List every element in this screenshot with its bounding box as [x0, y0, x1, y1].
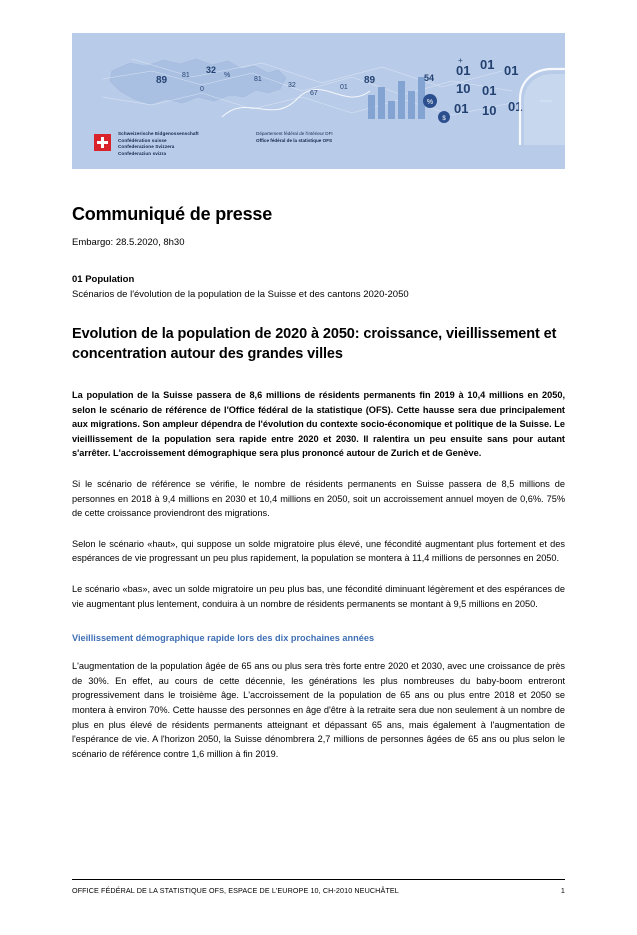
svg-text:01: 01: [482, 83, 497, 98]
subject-line: Scénarios de l'évolution de la population de la Suisse et des cantons 2020-2050: [72, 289, 409, 301]
department-line-2: Office fédéral de la statistique OFS: [256, 137, 333, 143]
svg-text:$: $: [442, 116, 446, 122]
svg-text:01: 01: [454, 101, 469, 116]
body-paragraph-2: Selon le scénario «haut», qui suppose un solde migratoire plus élevé, une fécondité augmentant plus fortement et des espérances de vie progressant un peu plus rapidement, la population se montera à 11,4 millions de personnes en 2050.: [72, 538, 565, 564]
svg-text:32: 32: [206, 65, 217, 75]
footer-address: OFFICE FÉDÉRAL DE LA STATISTIQUE OFS, ESPACE DE L'EUROPE 10, CH-2010 NEUCHÂTEL: [72, 886, 399, 895]
confederation-line-fr: Confédération suisse: [118, 137, 167, 143]
svg-text:81: 81: [254, 76, 262, 83]
confederation-line-de: Schweizerische Eidgenossenschaft: [118, 131, 199, 137]
svg-text:01: 01: [340, 84, 348, 91]
document-page: [0, 33, 637, 935]
svg-text:01: 01: [508, 99, 523, 114]
svg-text:+: +: [458, 56, 463, 65]
department-name: [256, 131, 333, 144]
svg-text:10: 10: [482, 103, 497, 118]
confederation-name: [118, 131, 248, 157]
embargo-note: Embargo: 28.5.2020, 8h30: [72, 237, 185, 249]
swiss-flag-icon: [94, 134, 111, 151]
svg-text:01: 01: [456, 63, 471, 78]
svg-text:54: 54: [424, 73, 435, 83]
lead-paragraph: La population de la Suisse passera de 8,6 millions de résidents permanents fin 2019 à 10,4 millions en 2050, selon le scénario de référence de l'Office fédéral de la statistique (OFS). Cette hausse sera due principalement aux migrations. Son ampleur dépendra de l'évolution du contexte socio-économique et politique de la Suisse. Le vieillissement de la population sera rapide entre 2020 et 2030. Il ralentira un peu ensuite sans pour autant s'arrêter. L'accroissement démographique sera plus prononcé autour de Zurich et de Genève.: [72, 390, 565, 459]
body-paragraph-4: L'augmentation de la population âgée de 65 ans ou plus sera très forte entre 2020 et 2030, avec une croissance de près de 30%. En effet, au cours de cette décennie, les générations les plus nombreuses du baby-boom entreront progressivement dans le troisième âge. L'accroissement de la population de 65 ans ou plus entre 2018 et 2050 se montera à environ 70%. Cette hausse des personnes en âge d'être à la retraite sera due non seulement à un nombre de plus en plus élevé de résidents permanents atteignant et dépassant 65 ans, mais également à l'augmentation de l'espérance de vie. A l'horizon 2050, la Suisse dénombrera 2,7 millions de personnes âgées de 65 ans ou plus selon le scénario de référence contre 1,6 million à fin 2019.: [72, 661, 565, 759]
body-paragraph-1: Si le scénario de référence se vérifie, le nombre de résidents permanents en Suisse passera de 8,5 millions de personnes en 2018 à 9,4 millions en 2030 et 10,4 millions en 2050, soit un accroissement annuel moyen de 0,6%. 75% de cette croissance proviendront des migrations.: [72, 479, 565, 519]
svg-text:89: 89: [156, 75, 168, 86]
svg-text:32: 32: [288, 82, 296, 89]
svg-text:%: %: [224, 72, 231, 79]
svg-text:01: 01: [480, 57, 495, 72]
headline: Evolution de la population de 2020 à 2050: croissance, vieillissement et concentration autour des grandes villes: [72, 326, 557, 363]
page-footer: [72, 879, 565, 895]
section-heading: Vieillissement démographique rapide lors des dix prochaines années: [72, 633, 375, 644]
header-banner: [72, 33, 565, 169]
theme-label: 01 Population: [72, 274, 135, 286]
svg-text:%: %: [426, 99, 434, 106]
svg-text:67: 67: [310, 90, 318, 97]
svg-text:89: 89: [364, 75, 376, 86]
body-paragraph-3: Le scénario «bas», avec un solde migratoire un peu plus bas, une fécondité diminuant légèrement et des espérances de vie augmentant plus lentement, conduira à un nombre de résidents permanents se montant à 9,5 millions en 2050.: [72, 583, 565, 609]
page-number: 1: [560, 886, 565, 895]
svg-text:01: 01: [504, 63, 519, 78]
svg-text:10: 10: [456, 81, 471, 96]
footer-divider: [72, 879, 565, 880]
confederation-line-it: Confederazione Svizzera: [118, 144, 175, 150]
banner-logo-group: [94, 131, 333, 157]
svg-text:81: 81: [182, 72, 190, 79]
confederation-line-rm: Confederaziun svizra: [118, 150, 167, 156]
svg-text:0: 0: [200, 86, 204, 93]
page-title: Communiqué de presse: [72, 204, 273, 224]
department-line-1: Département fédéral de l'intérieur DFI: [256, 131, 333, 137]
